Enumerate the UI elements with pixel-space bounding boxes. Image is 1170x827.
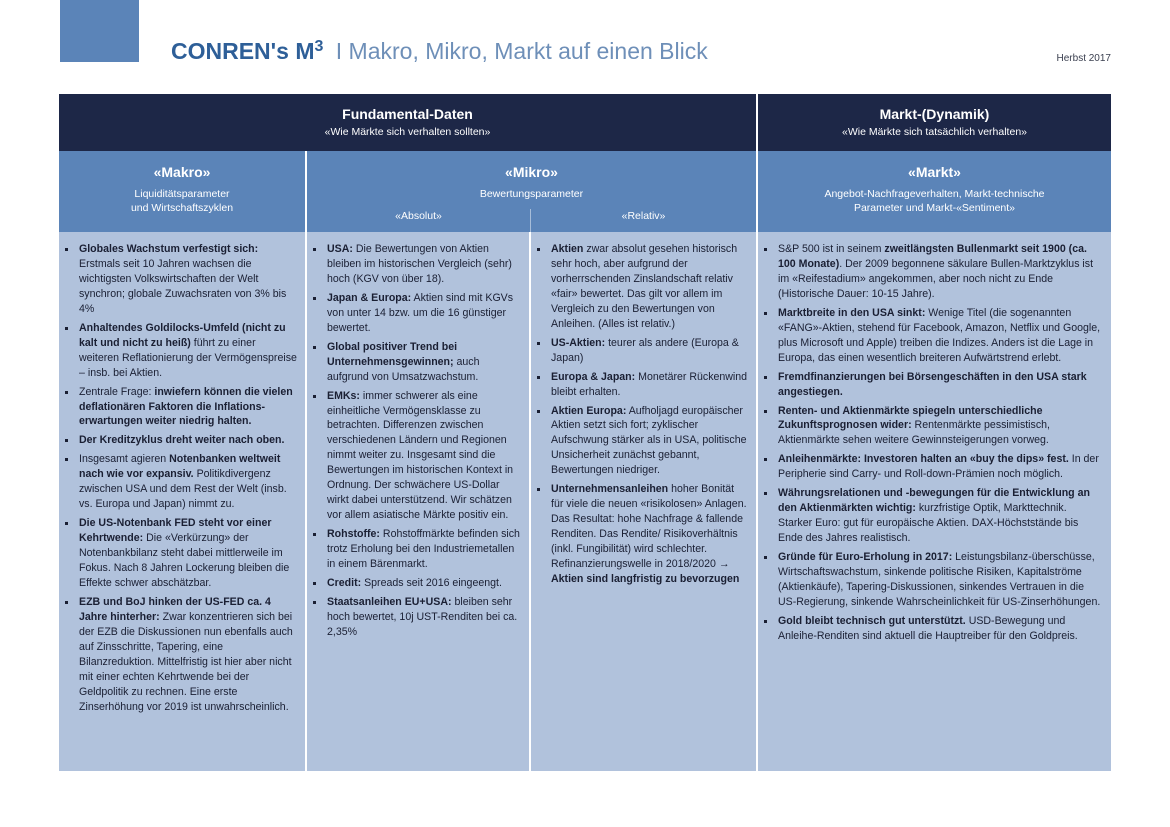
mikro-absolut-label: «Absolut»: [395, 210, 442, 222]
markt-column: [758, 232, 1111, 771]
bullet-item: Globales Wachstum verfestigt sich: Erstmals seit 10 Jahren wachsen die wichtigsten Volkswirtschaften der Welt synchron; globale Zuwachsraten von 3% bis 4%: [73, 242, 297, 317]
mikro-absolut-list: [321, 242, 521, 640]
fundamental-header: [59, 94, 756, 151]
bullet-item: EMKs: immer schwerer als eine einheitliche Vermögensklasse zu betrachten. Differenzen zwischen verschiedenen Ländern und Regionen nimmt weiter zu. Insgesamt sind die Bewertungen im historischen Kontext in Ordnung. Der schwächere US-Dollar wirkt dabei unterstützend. Wir schätzen vor allem asiatische Märkte positiv ein.: [321, 389, 521, 524]
bullet-item: USA: Die Bewertungen von Aktien bleiben im historischen Vergleich (sehr) hoch (KGV von über 18).: [321, 242, 521, 287]
bullet-item: Unternehmensanleihen hoher Bonität für viele die neuen «risikolosen» Anlagen. Das Resultat: hohe Nachfrage & fallende Renditen. Das Rendite/ Risikoverhältnis (inkl. Fungibilität) wird schlechter. Refinanzierungswelle in 2018/2020 → Aktien sind langfristig zu bevorzugen: [545, 482, 748, 587]
bullet-item: Fremdfinanzierungen bei Börsengeschäften in den USA stark angestiegen.: [772, 370, 1103, 400]
markt-header: [758, 151, 1111, 232]
bullet-item: Staatsanleihen EU+USA: bleiben sehr hoch bewertet, 10j UST-Renditen bei ca. 2,35%: [321, 595, 521, 640]
bullet-item: EZB und BoJ hinken der US-FED ca. 4 Jahre hinterher: Zwar konzentrieren sich bei der EZB die Diskussionen nun ebenfalls auch auf Zinsschritte, Tapering, eine Bilanzreduktion. Mittelfristig ist hier aber nicht mit einer echten Kehrtwende bei der Geldpolitik zu rechnen. Eine erste Zinserhöhung vor 2019 ist unwahrscheinlich.: [73, 595, 297, 715]
bullet-item: Währungsrelationen und -bewegungen für die Entwicklung an den Aktienmärkten wichtig: kurzfristige Optik, Markttechnik. Starker Euro: gut für europäische Aktien. DAX-Höchststände bis Ende des Jahres realistisch.: [772, 486, 1103, 546]
fundamental-title: Fundamental-Daten: [342, 106, 473, 122]
bullet-item: S&P 500 ist in seinem zweitlängsten Bullenmarkt seit 1900 (ca. 100 Monate). Der 2009 begonnene säkulare Bullen-Marktzyklus ist im «Reifestadium» angekommen, aber noch nicht zu Ende (Historische Dauer: 10-15 Jahre).: [772, 242, 1103, 302]
mikro-header: [307, 151, 756, 232]
mikro-relativ-column: [531, 232, 756, 771]
mikro-relativ-list: [545, 242, 748, 587]
overview-table: [59, 94, 1111, 771]
fundamental-subtitle: «Wie Märkte sich verhalten sollten»: [324, 126, 491, 138]
makro-column: [59, 232, 305, 771]
makro-description: Liquiditätsparameter und Wirtschaftszyklen: [130, 188, 234, 214]
mikro-title: «Mikro»: [505, 164, 558, 180]
bullet-item: Aktien zwar absolut gesehen historisch sehr hoch, aber aufgrund der vorherrschenden Zinslandschaft relativ «fair» bewertet. Das gilt vor allem im Vergleich zu den Bewertungen von Anleihen. (Alles ist relativ.): [545, 242, 748, 332]
makro-list: [73, 242, 297, 715]
markt-title: «Markt»: [908, 164, 961, 180]
markt-dynamik-subtitle: «Wie Märkte sich tatsächlich verhalten»: [842, 126, 1027, 138]
mikro-description: Bewertungsparameter: [479, 188, 584, 200]
bullet-item: Die US-Notenbank FED steht vor einer Kehrtwende: Die «Verkürzung» der Notenbankbilanz steht dabei mittlerweile im Fokus. Nach 8 Jahren Lockerung bleiben die Effekte schwer abschätzbar.: [73, 516, 297, 591]
bullet-item: Renten- und Aktienmärkte spiegeln unterschiedliche Zukunftsprognosen wider: Rentenmärkte pessimistisch, Aktienmärkte sehen weitere Gewinnsteigerungen vorweg.: [772, 404, 1103, 449]
bullet-item: US-Aktien: teurer als andere (Europa & Japan): [545, 336, 748, 366]
bullet-item: Marktbreite in den USA sinkt: Wenige Titel (die sogenannten «FANG»-Aktien, stehend für Facebook, Amazon, Netflix und Google, plus Microsoft und Apple) treiben die Indizes. Anders ist die Lage in Europa, das einen wesentlich breiteren Aufwärtstrend erlebt.: [772, 306, 1103, 366]
page-subtitle: I Makro, Mikro, Markt auf einen Blick: [335, 38, 708, 64]
bullet-item: Gründe für Euro-Erholung in 2017: Leistungsbilanz-überschüsse, Wirtschaftswachstum, sinkende politische Risiken, Kapitalströme (Aktienkäufe), Tapering-Diskussionen, sinkendes Vertrauen in die US-Regierung, sinkende Wahrscheinlichkeit für US-Zinserhöhungen.: [772, 550, 1103, 610]
bullet-item: Rohstoffe: Rohstoffmärkte befinden sich trotz Erholung bei den Industriemetallen in einem Bärenmarkt.: [321, 527, 521, 572]
mikro-relativ-label: «Relativ»: [621, 210, 666, 222]
bullet-item: Japan & Europa: Aktien sind mit KGVs von unter 14 bzw. um die 16 günstiger bewertet.: [321, 291, 521, 336]
bullet-item: Europa & Japan: Monetärer Rückenwind bleibt erhalten.: [545, 370, 748, 400]
makro-header: [59, 151, 305, 232]
makro-title: «Makro»: [153, 164, 211, 180]
bullet-item: Zentrale Frage: inwiefern können die vielen deflationären Faktoren die Inflations-erwartungen weiter niedrig halten.: [73, 385, 297, 430]
markt-dynamik-header: [758, 94, 1111, 151]
logo-block: [60, 0, 139, 62]
bullet-item: Insgesamt agieren Notenbanken weltweit nach wie vor expansiv. Politikdivergenz zwischen USA und dem Rest der Welt (insb. vs. Europa und Japan) nimmt zu.: [73, 452, 297, 512]
bullet-item: Anhaltendes Goldilocks-Umfeld (nicht zu kalt und nicht zu heiß) führt zu einer weiteren Reflationierung der Vermögenspreise – insb. bei Aktien.: [73, 321, 297, 381]
bullet-item: Der Kreditzyklus dreht weiter nach oben.: [73, 433, 297, 448]
markt-description: Angebot-Nachfrageverhalten, Markt-technische Parameter und Markt-«Sentiment»: [824, 188, 1045, 214]
season-label: Herbst 2017: [1056, 53, 1111, 64]
page-title: [171, 38, 708, 65]
bullet-item: Gold bleibt technisch gut unterstützt. USD-Bewegung und Anleihe-Renditen sind aktuell die Hauptreiber für den Goldpreis.: [772, 614, 1103, 644]
markt-dynamik-title: Markt-(Dynamik): [879, 106, 990, 122]
brand-name: CONREN's $M^3$: [171, 38, 324, 64]
markt-list: [772, 242, 1103, 644]
bullet-item: Credit: Spreads seit 2016 eingeengt.: [321, 576, 521, 591]
bullet-item: Global positiver Trend bei Unternehmensgewinnen; auch aufgrund von Umsatzwachstum.: [321, 340, 521, 385]
bullet-item: Aktien Europa: Aufholjagd europäischer Aktien setzt sich fort; zyklischer Aufschwung stärker als in USA, politische Unsicherheit zunächst gebannt, Bewertungen niedriger.: [545, 404, 748, 479]
mikro-absolut-column: [307, 232, 529, 771]
bullet-item: Anleihenmärkte: Investoren halten an «buy the dips» fest. In der Peripherie sind Carry- und Roll-down-Prämien noch möglich.: [772, 452, 1103, 482]
